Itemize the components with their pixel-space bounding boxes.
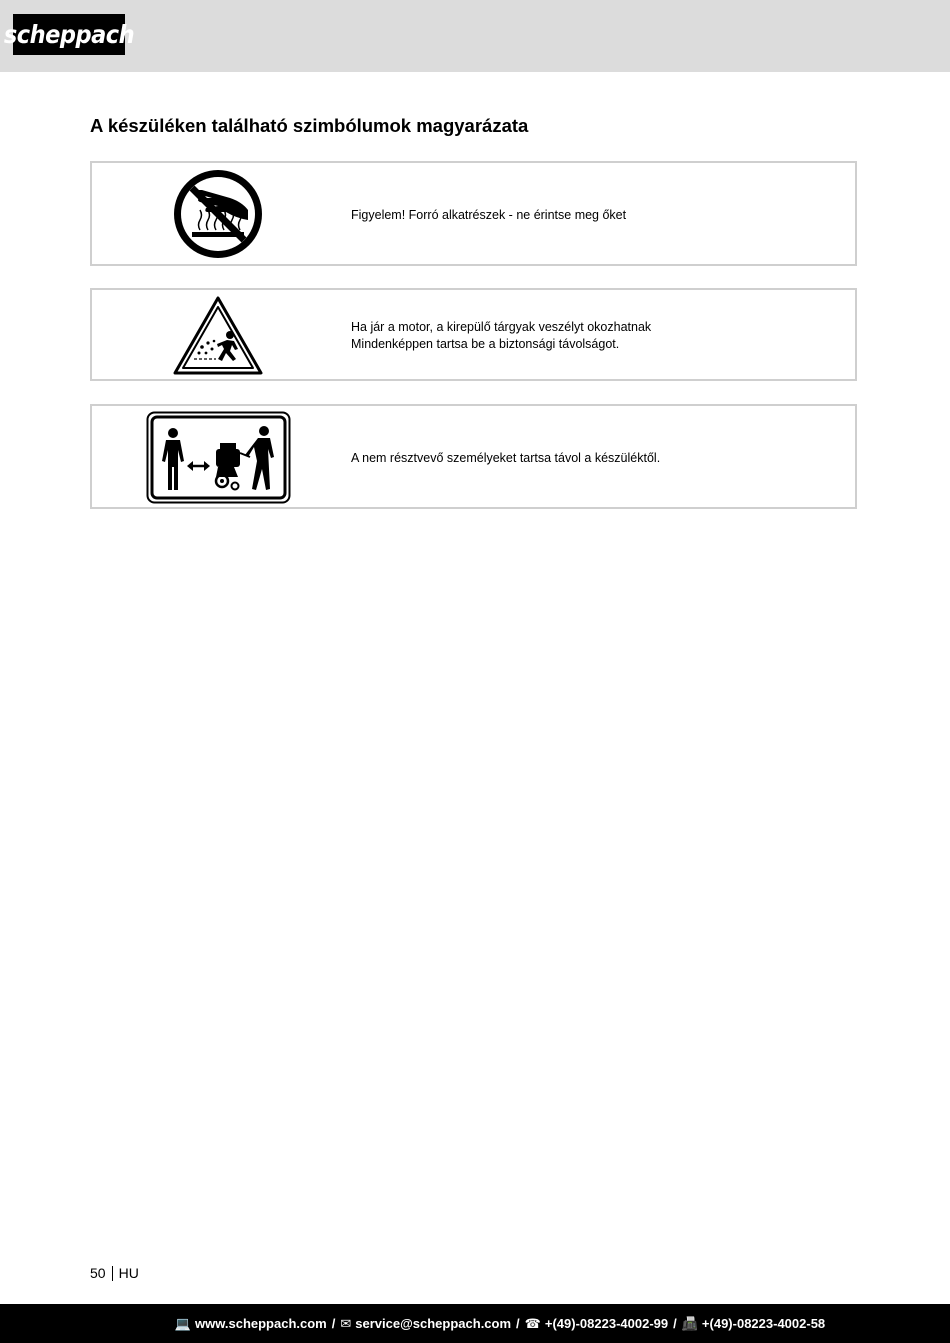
symbol-row-keep-away <box>90 404 857 509</box>
keep-bystanders-away-icon <box>146 411 291 504</box>
flying-objects-warning-icon <box>172 295 264 377</box>
phone-icon: ☎ <box>524 1315 541 1331</box>
header-band <box>0 0 950 72</box>
footer-phone: +(49)-08223-4002-99 <box>544 1316 669 1331</box>
fax-icon: 📠 <box>681 1315 698 1331</box>
footer-separator: / <box>516 1316 520 1331</box>
footer-email[interactable]: service@scheppach.com <box>355 1316 512 1331</box>
page-language: HU <box>118 1265 139 1281</box>
footer-separator: / <box>673 1316 677 1331</box>
symbol-description <box>351 319 651 353</box>
symbol-description-line: Mindenképpen tartsa be a biztonsági távolságot. <box>351 337 620 351</box>
footer-separator: / <box>331 1316 336 1331</box>
page-number-divider <box>112 1266 113 1281</box>
page-number-value: 50 <box>90 1265 106 1281</box>
symbol-row-hot-parts <box>90 161 857 266</box>
footer-band <box>0 1304 950 1343</box>
page-title: A készüléken található szimbólumok magyarázata <box>90 115 529 136</box>
scheppach-logo: scheppach <box>13 14 125 55</box>
email-icon: ✉ <box>340 1315 352 1331</box>
symbol-row-flying-objects <box>90 288 857 381</box>
computer-icon: 💻 <box>174 1315 192 1331</box>
symbol-description-line: Figyelem! Forró alkatrészek - ne érintse meg őket <box>351 208 627 222</box>
footer-website[interactable]: www.scheppach.com <box>195 1316 327 1331</box>
symbol-description-line: A nem résztvevő személyeket tartsa távol a készüléktől. <box>351 451 661 465</box>
footer-fax: +(49)-08223-4002-58 <box>701 1316 826 1331</box>
symbol-description-line: Ha jár a motor, a kirepülő tárgyak veszélyt okozhatnak <box>351 320 652 334</box>
no-touch-hot-surface-icon <box>172 168 264 260</box>
symbol-description <box>351 450 660 467</box>
page-number <box>90 1265 139 1281</box>
symbol-description <box>351 207 626 224</box>
